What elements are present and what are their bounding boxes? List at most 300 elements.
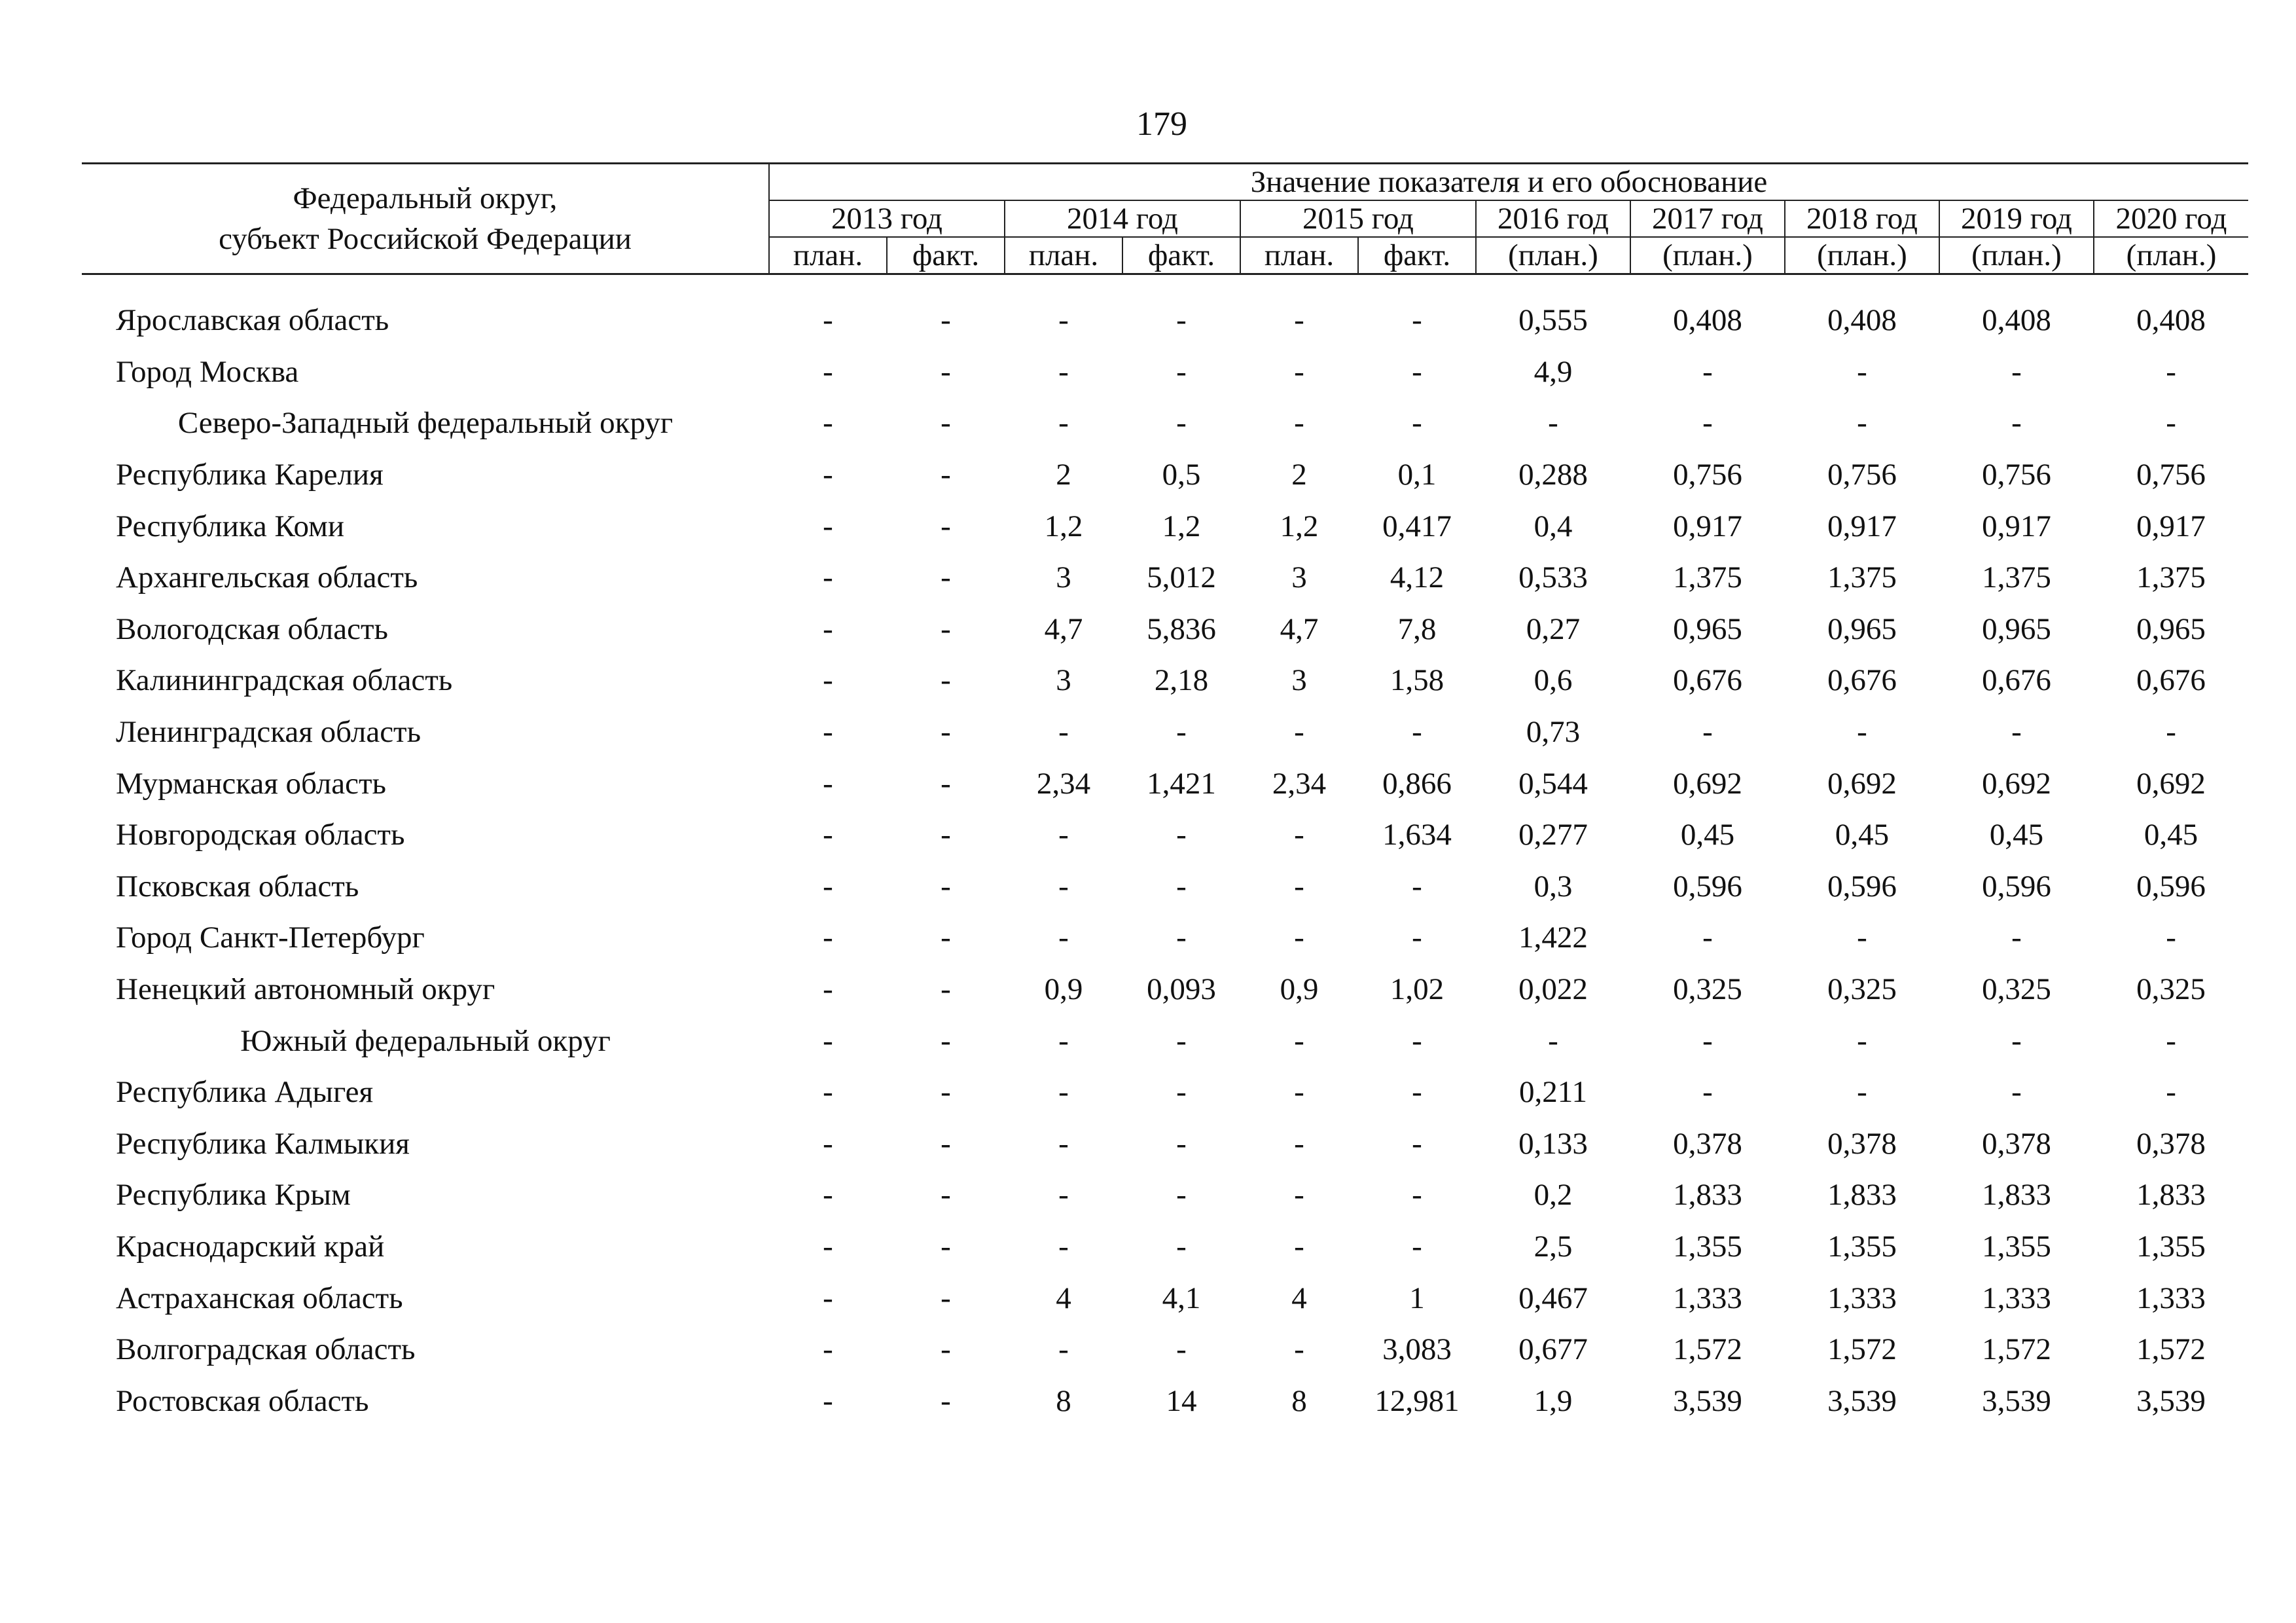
value-cell: 1,833 [1982,1178,2051,1213]
value-cell: - [1294,1229,1304,1264]
page-number: 179 [1136,105,1187,143]
value-cell: 2 [1291,458,1307,492]
plan-subheader: (план.) [2094,237,2248,274]
value-cell: - [2166,715,2176,750]
value-cell: 1,422 [1518,921,1588,955]
value-cell: - [1176,1332,1187,1367]
table-row [82,1221,2248,1273]
table-row [82,346,2248,398]
table-row [82,706,2248,758]
value-cell: - [1294,1178,1304,1213]
table-row [82,1375,2248,1427]
value-cell: 0,692 [2136,766,2206,801]
district-name: Южный федеральный округ [240,1023,611,1058]
value-cell: - [1176,715,1187,750]
value-cell: - [941,509,951,543]
value-cell: 0,45 [1680,818,1735,852]
region-name: Республика Коми [116,509,345,543]
value-cell: - [941,303,951,338]
value-cell: 0,325 [2136,972,2206,1007]
value-cell: - [1294,406,1304,441]
fact-subheader: факт. [1358,237,1476,274]
value-cell: 0,596 [1982,869,2051,903]
value-cell: 0,277 [1518,818,1588,852]
value-cell: 0,676 [2136,663,2206,698]
value-cell: 1,58 [1390,663,1444,698]
value-cell: 5,836 [1147,611,1216,646]
value-cell: - [1058,354,1069,389]
region-column-header [82,164,769,274]
value-cell: - [1176,1023,1187,1058]
region-name: Ярославская область [116,303,389,338]
value-cell: - [1412,1178,1422,1213]
value-cell: 0,2 [1534,1178,1573,1213]
region-name: Вологодская область [116,611,388,646]
value-cell: - [941,663,951,698]
plan-subheader: план. [769,237,887,274]
value-cell: - [1176,818,1187,852]
value-cell: 0,533 [1518,560,1588,595]
value-cell: 5,012 [1147,560,1216,595]
value-cell: 1,375 [1982,560,2051,595]
year-header: 2017 год [1630,200,1785,237]
region-name: Город Санкт-Петербург [116,921,425,955]
table-row [82,912,2248,964]
value-cell: - [1058,1023,1069,1058]
value-cell: - [941,1332,951,1367]
table-row [82,964,2248,1015]
value-cell: - [1294,1126,1304,1161]
value-cell: 0,4 [1534,509,1573,543]
value-cell: - [1412,1023,1422,1058]
value-cell: 4 [1291,1281,1307,1315]
value-cell: 0,378 [2136,1126,2206,1161]
value-cell: 4,7 [1044,611,1083,646]
region-name: Республика Адыгея [116,1075,374,1110]
value-cell: 1,572 [1673,1332,1742,1367]
value-cell: - [823,1075,833,1110]
district-name: Северо-Западный федеральный округ [177,406,673,441]
value-cell: - [1702,406,1713,441]
value-cell: 3 [1291,663,1307,698]
value-cell: - [941,560,951,595]
year-group-header: 2013 год [769,200,1005,237]
value-cell: 0,3 [1534,869,1573,903]
value-cell: 0,9 [1044,972,1083,1007]
value-cell: 1,333 [2136,1281,2206,1315]
value-cell: 3 [1056,663,1071,698]
value-cell: - [1058,715,1069,750]
value-cell: 0,408 [1982,303,2051,338]
value-cell: 3,539 [1673,1383,1742,1418]
value-cell: - [1412,715,1422,750]
value-cell: - [1702,921,1713,955]
value-cell: 0,408 [1827,303,1897,338]
value-cell: - [1412,1075,1422,1110]
region-name: Псковская область [116,869,359,903]
fact-subheader: факт. [1122,237,1240,274]
value-cell: - [1058,1332,1069,1367]
value-cell: 0,692 [1827,766,1897,801]
table-row [82,449,2248,501]
value-cell: - [941,869,951,903]
value-cell: - [1294,818,1304,852]
region-name: Ростовская область [116,1383,369,1418]
value-cell: 1,572 [1827,1332,1897,1367]
table-row [82,604,2248,655]
value-cell: 0,378 [1673,1126,1742,1161]
value-cell: 1,333 [1827,1281,1897,1315]
value-cell: 2,34 [1036,766,1091,801]
value-cell: 1,355 [1827,1229,1897,1264]
value-cell: - [1857,406,1867,441]
year-group-header: 2014 год [1005,200,1240,237]
table-row [82,1272,2248,1324]
value-cell: - [1176,1178,1187,1213]
value-cell: 1,375 [1673,560,1742,595]
value-cell: 0,1 [1397,458,1437,492]
value-cell: 2,34 [1272,766,1327,801]
value-cell: - [1058,1229,1069,1264]
value-cell: 0,676 [1673,663,1742,698]
value-cell: 7,8 [1397,611,1437,646]
value-cell: 0,417 [1382,509,1452,543]
value-cell: - [1176,1075,1187,1110]
value-cell: - [1294,1332,1304,1367]
table-header [82,164,2248,274]
value-cell: - [823,1332,833,1367]
value-cell: - [941,611,951,646]
value-cell: - [823,354,833,389]
value-header: Значение показателя и его обоснование [769,164,2248,201]
value-cell: - [941,766,951,801]
value-cell: - [1857,1075,1867,1110]
value-cell: 3,539 [2136,1383,2206,1418]
region-name: Город Москва [116,354,299,389]
region-name: Калининградская область [116,663,453,698]
value-cell: 4,7 [1280,611,1319,646]
value-cell: 0,756 [1673,458,1742,492]
value-cell: - [823,1383,833,1418]
value-cell: - [823,458,833,492]
value-cell: - [823,715,833,750]
value-cell: - [1294,1075,1304,1110]
value-cell: 3 [1291,560,1307,595]
value-cell: 0,917 [1827,509,1897,543]
value-cell: - [1857,354,1867,389]
year-header: 2016 год [1476,200,1630,237]
value-cell: - [1702,1023,1713,1058]
value-cell: 0,596 [1673,869,1742,903]
table-row [82,274,2248,346]
value-cell: 0,408 [1673,303,1742,338]
table-row [82,1067,2248,1118]
value-cell: 0,6 [1534,663,1573,698]
value-cell: 4,1 [1162,1281,1201,1315]
value-cell: - [941,458,951,492]
year-header: 2018 год [1785,200,1939,237]
value-cell: - [1294,1023,1304,1058]
value-cell: - [941,1023,951,1058]
value-cell: 1,375 [1827,560,1897,595]
value-cell: - [823,869,833,903]
value-cell: 0,676 [1982,663,2051,698]
value-cell: - [1058,921,1069,955]
value-cell: 1,333 [1982,1281,2051,1315]
region-name: Ленинградская область [116,715,422,750]
value-cell: 0,73 [1526,715,1581,750]
value-cell: - [823,1126,833,1161]
value-cell: 2,18 [1154,663,1209,698]
value-cell: 0,917 [1982,509,2051,543]
value-cell: - [1294,303,1304,338]
value-cell: - [1058,818,1069,852]
value-cell: 0,866 [1382,766,1452,801]
value-cell: - [2011,921,2022,955]
value-cell: 0,325 [1673,972,1742,1007]
value-cell: - [823,303,833,338]
value-cell: 1,2 [1044,509,1083,543]
value-cell: - [2011,1023,2022,1058]
table-body [82,274,2248,1427]
year-header: 2020 год [2094,200,2248,237]
table-row [82,809,2248,861]
value-cell: - [2011,715,2022,750]
value-cell: - [1412,1229,1422,1264]
value-cell: 2 [1056,458,1071,492]
region-name: Краснодарский край [116,1229,385,1264]
region-name: Волгоградская область [116,1332,416,1367]
value-cell: - [1058,1075,1069,1110]
district-row [82,1015,2248,1067]
value-cell: - [1058,1126,1069,1161]
value-cell: 1,2 [1280,509,1319,543]
value-cell: 1,02 [1390,972,1444,1007]
region-name: Республика Калмыкия [116,1126,410,1161]
value-cell: - [941,1178,951,1213]
plan-subheader: (план.) [1785,237,1939,274]
table-row [82,757,2248,809]
year-group-header: 2015 год [1240,200,1476,237]
value-cell: - [1176,869,1187,903]
region-header-text: Федеральный округ, субъект Российской Федерации [219,181,632,256]
value-cell: - [823,972,833,1007]
value-cell: - [941,1126,951,1161]
value-cell: 0,133 [1518,1126,1588,1161]
value-cell: 14 [1166,1383,1197,1418]
value-cell: - [823,611,833,646]
value-cell: - [2166,1075,2176,1110]
value-cell: - [2166,406,2176,441]
value-cell: 1,572 [1982,1332,2051,1367]
plan-subheader: (план.) [1476,237,1630,274]
value-cell: - [1412,869,1422,903]
value-cell: 0,45 [1835,818,1890,852]
value-cell: 0,467 [1518,1281,1588,1315]
value-cell: 0,756 [2136,458,2206,492]
value-cell: - [823,663,833,698]
value-cell: 0,596 [1827,869,1897,903]
value-cell: 0,965 [1827,611,1897,646]
value-cell: 1,355 [1982,1229,2051,1264]
value-cell: 0,917 [1673,509,1742,543]
district-row [82,397,2248,449]
value-cell: 0,211 [1518,1075,1587,1110]
value-cell: 1,421 [1147,766,1216,801]
value-cell: - [1058,406,1069,441]
region-name: Ненецкий автономный округ [116,972,495,1007]
region-name: Мурманская область [116,766,386,801]
value-cell: 1,9 [1534,1383,1573,1418]
plan-subheader: план. [1005,237,1122,274]
value-cell: - [941,1383,951,1418]
value-cell: - [941,921,951,955]
value-cell: 1,355 [2136,1229,2206,1264]
table-row [82,1169,2248,1221]
value-cell: - [823,1178,833,1213]
value-cell: - [1058,869,1069,903]
value-cell: - [1176,1229,1187,1264]
value-cell: - [823,921,833,955]
value-cell: 1,333 [1673,1281,1742,1315]
value-cell: 0,45 [1989,818,2044,852]
plan-subheader: план. [1240,237,1358,274]
value-cell: - [1294,715,1304,750]
value-cell: - [941,354,951,389]
value-cell: - [823,560,833,595]
plan-subheader: (план.) [1939,237,2094,274]
value-cell: - [1412,921,1422,955]
value-cell: - [823,509,833,543]
value-cell: - [1058,1178,1069,1213]
indicator-table [82,162,2248,1427]
value-cell: 0,692 [1673,766,1742,801]
value-cell: - [1412,406,1422,441]
value-cell: 0,022 [1518,972,1588,1007]
value-cell: 0,378 [1827,1126,1897,1161]
value-cell: 8 [1291,1383,1307,1418]
value-cell: 0,27 [1526,611,1581,646]
value-cell: 3,083 [1382,1332,1452,1367]
value-cell: 0,692 [1982,766,2051,801]
value-cell: - [1058,303,1069,338]
value-cell: - [1548,406,1558,441]
value-cell: - [1176,921,1187,955]
region-name: Республика Карелия [116,458,384,492]
value-cell: - [1294,921,1304,955]
value-cell: - [941,1075,951,1110]
value-cell: 3,539 [1827,1383,1897,1418]
table-row [82,500,2248,552]
value-cell: - [823,1281,833,1315]
value-cell: 0,965 [1673,611,1742,646]
value-cell: - [1857,1023,1867,1058]
value-cell: - [2166,1023,2176,1058]
value-cell: 0,288 [1518,458,1588,492]
region-name: Астраханская область [116,1281,403,1315]
value-cell: 0,917 [2136,509,2206,543]
value-cell: - [1548,1023,1558,1058]
value-cell: 1,833 [2136,1178,2206,1213]
value-cell: 0,408 [2136,303,2206,338]
value-cell: - [1857,921,1867,955]
value-cell: - [2166,354,2176,389]
value-cell: 1,833 [1673,1178,1742,1213]
table-row [82,861,2248,913]
value-cell: 0,544 [1518,766,1588,801]
value-cell: 1,833 [1827,1178,1897,1213]
region-name: Новгородская область [116,818,405,852]
value-cell: 1 [1409,1281,1425,1315]
value-cell: - [1176,303,1187,338]
table-row [82,552,2248,604]
value-cell: - [1702,1075,1713,1110]
value-cell: 4 [1056,1281,1071,1315]
value-cell: - [2011,354,2022,389]
value-cell: 4,12 [1390,560,1444,595]
value-cell: 1,2 [1162,509,1201,543]
plan-subheader: (план.) [1630,237,1785,274]
value-cell: 0,325 [1982,972,2051,1007]
value-cell: 0,677 [1518,1332,1588,1367]
value-cell: 0,756 [1827,458,1897,492]
value-cell: 0,965 [1982,611,2051,646]
value-cell: - [2011,406,2022,441]
table-row [82,655,2248,706]
value-cell: 0,378 [1982,1126,2051,1161]
value-cell: 4,9 [1534,354,1573,389]
value-cell: - [1857,715,1867,750]
region-name: Архангельская область [116,560,418,595]
value-cell: - [1702,354,1713,389]
value-cell: - [823,766,833,801]
value-cell: 0,555 [1518,303,1588,338]
year-header: 2019 год [1939,200,2094,237]
value-cell: 0,325 [1827,972,1897,1007]
value-cell: - [2166,921,2176,955]
value-cell: - [1294,869,1304,903]
value-cell: - [1176,406,1187,441]
value-cell: 0,756 [1982,458,2051,492]
value-cell: 12,981 [1374,1383,1460,1418]
value-cell: - [1412,303,1422,338]
value-cell: 0,093 [1147,972,1216,1007]
region-name: Республика Крым [116,1178,351,1213]
value-cell: 0,965 [2136,611,2206,646]
value-cell: - [941,1229,951,1264]
value-cell: - [941,972,951,1007]
value-cell: - [823,406,833,441]
value-cell: - [823,818,833,852]
value-cell: - [1412,1126,1422,1161]
value-cell: 3,539 [1982,1383,2051,1418]
value-cell: 1,355 [1673,1229,1742,1264]
value-cell: 8 [1056,1383,1071,1418]
value-cell: 1,634 [1382,818,1452,852]
value-cell: 1,375 [2136,560,2206,595]
value-cell: 3 [1056,560,1071,595]
value-cell: 0,596 [2136,869,2206,903]
value-cell: 0,5 [1162,458,1201,492]
value-cell: - [823,1023,833,1058]
fact-subheader: факт. [887,237,1005,274]
table-row [82,1118,2248,1170]
value-cell: - [941,818,951,852]
value-cell: - [941,1281,951,1315]
value-cell: - [2011,1075,2022,1110]
value-cell: 1,572 [2136,1332,2206,1367]
value-cell: - [1702,715,1713,750]
